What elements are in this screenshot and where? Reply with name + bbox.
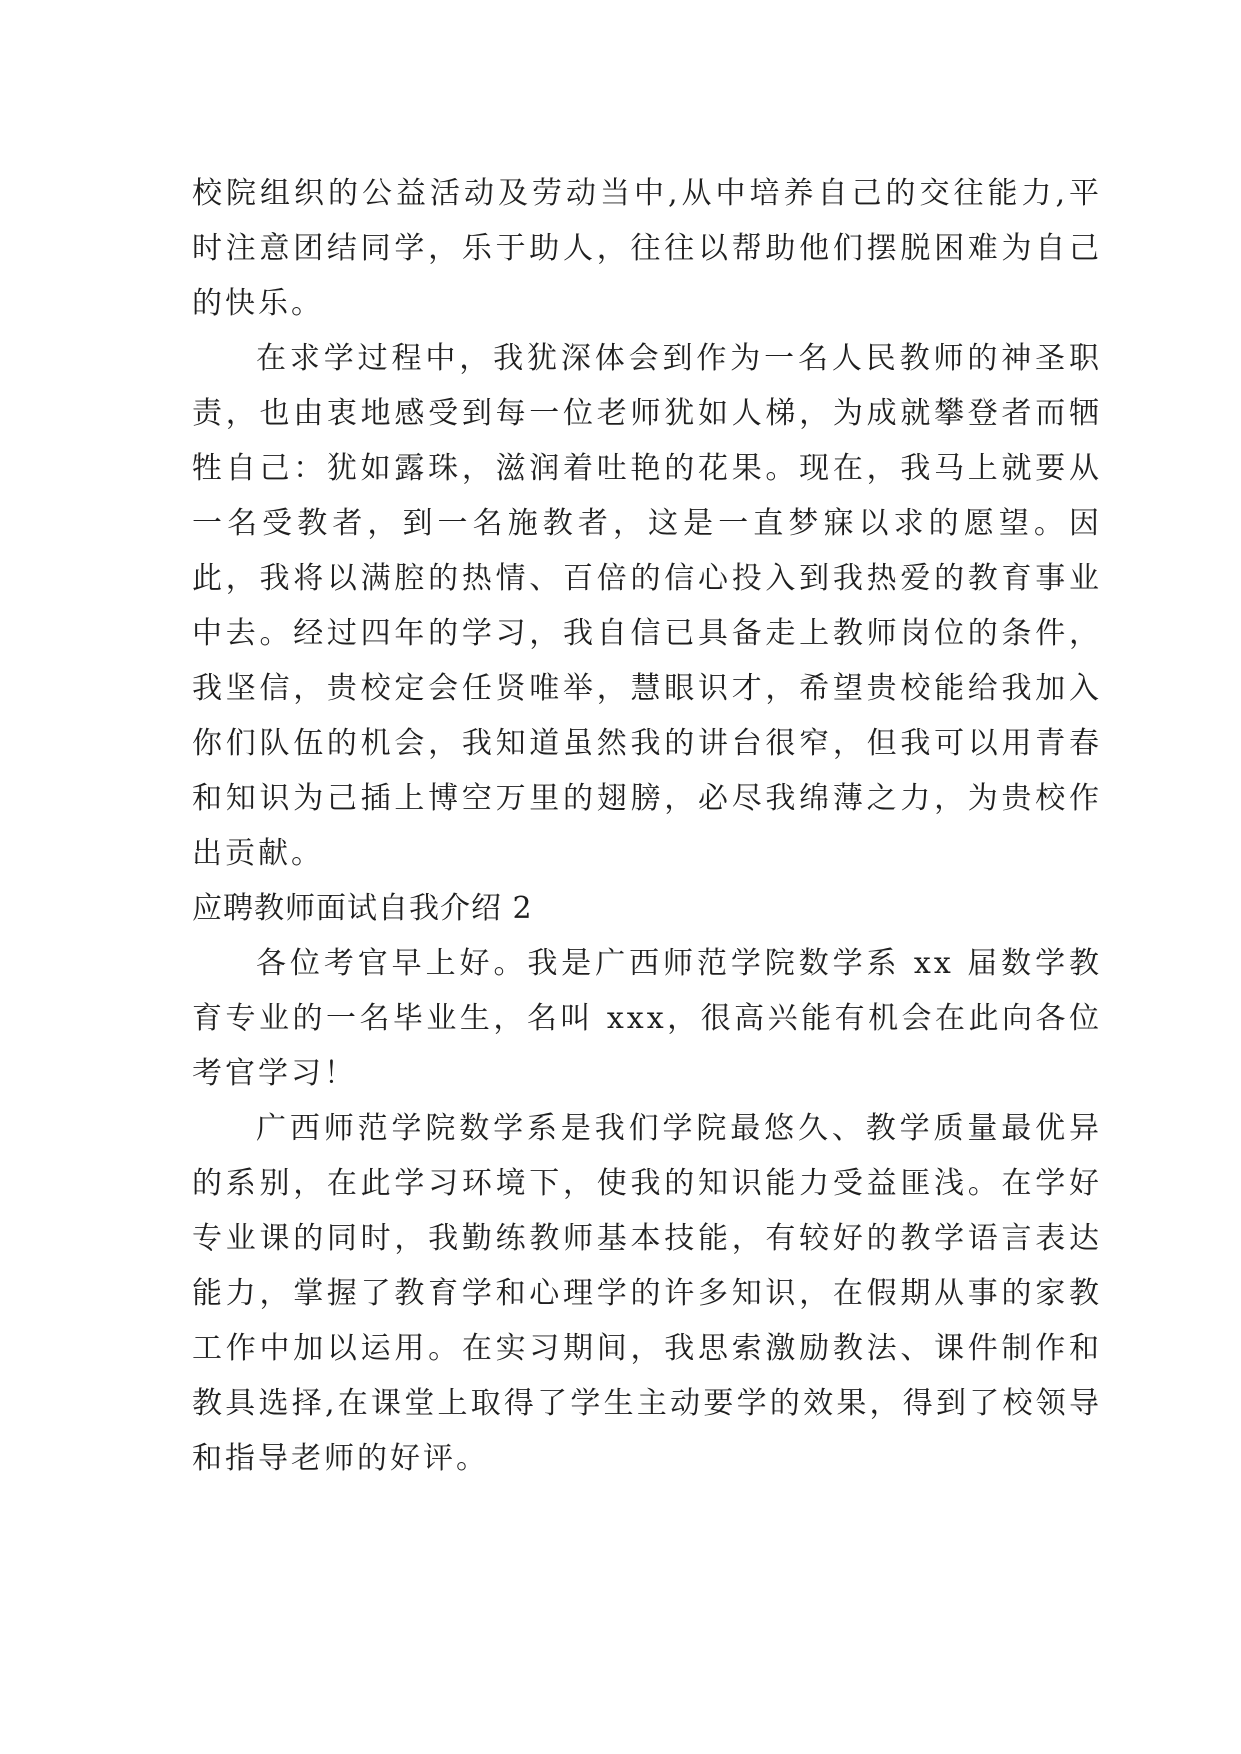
body-paragraph-2: 在求学过程中，我犹深体会到作为一名人民教师的神圣职责，也由衷地感受到每一位老师犹如人梯，为成就攀登者而牺牲自己：犹如露珠，滋润着吐艳的花果。现在，我马上就要从一名受教者，到一名施教者，这是一直梦寐以求的愿望。因此，我将以满腔的热情、百倍的信心投入到我热爱的教育事业中去。经过四年的学习，我自信已具备走上教师岗位的条件，我坚信，贵校定会任贤唯举，慧眼识才，希望贵校能给我加入你们队伍的机会，我知道虽然我的讲台很窄，但我可以用青春和知识为己插上博空万里的翅膀，必尽我绵薄之力，为贵校作出贡献。 [192, 341, 1102, 871]
section-heading: 应聘教师面试自我介绍 2 [192, 891, 533, 926]
body-paragraph-3: 各位考官早上好。我是广西师范学院数学系 xx 届数学教育专业的一名毕业生，名叫 xxx，很高兴能有机会在此向各位考官学习！ [192, 946, 1102, 1091]
body-paragraph-1: 校院组织的公益活动及劳动当中,从中培养自己的交往能力,平时注意团结同学，乐于助人，往往以帮助他们摆脱困难为自己的快乐。 [192, 176, 1102, 321]
body-paragraph-4: 广西师范学院数学系是我们学院最悠久、教学质量最优异的系别，在此学习环境下，使我的知识能力受益匪浅。在学好专业课的同时，我勤练教师基本技能，有较好的教学语言表达能力，掌握了教育学和心理学的许多知识，在假期从事的家教工作中加以运用。在实习期间，我思索激励教法、课件制作和教具选择,在课堂上取得了学生主动要学的效果，得到了校领导和指导老师的好评。 [192, 1111, 1102, 1476]
document-body [192, 166, 1102, 1486]
